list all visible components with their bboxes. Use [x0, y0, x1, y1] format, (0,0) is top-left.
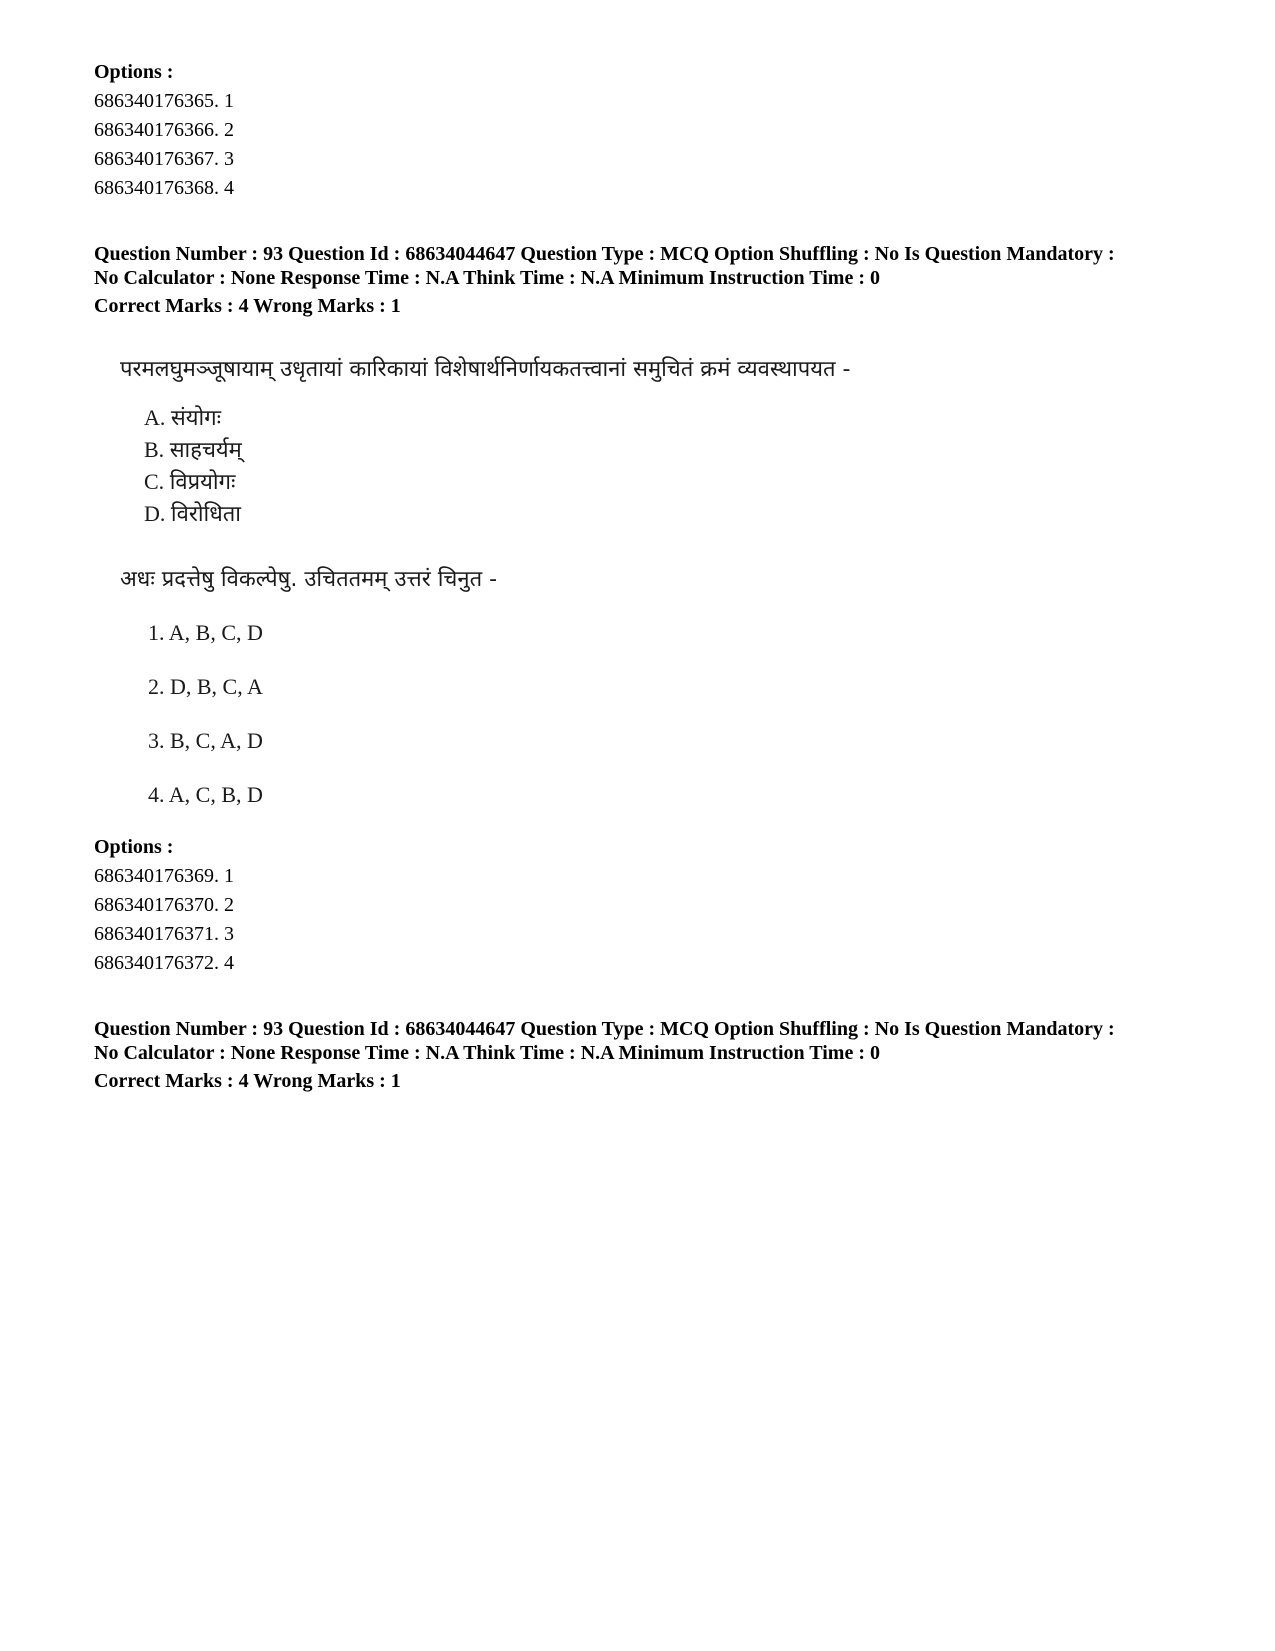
- item-letter: A.: [144, 405, 166, 430]
- question-meta-line: No Calculator : None Response Time : N.A Think Time : N.A Minimum Instruction Time : 0: [94, 267, 880, 289]
- option-item: 686340176369. 1: [94, 865, 234, 887]
- options-header: Options :: [94, 836, 174, 858]
- answer-choice: 1. A, B, C, D: [148, 620, 263, 645]
- option-item: 686340176370. 2: [94, 894, 234, 916]
- question-marks: Correct Marks : 4 Wrong Marks : 1: [94, 1070, 401, 1092]
- answer-choice: 3. B, C, A, D: [148, 728, 263, 753]
- options-block: [94, 833, 234, 978]
- question-stem: परमलघुमञ्जूषायाम् उधृतायां कारिकायां विशेषार्थनिर्णायकतत्त्वानां समुचितं क्रमं व्यवस्थापयत -: [120, 357, 851, 382]
- option-item: 686340176366. 2: [94, 119, 234, 141]
- prev-options-block: [94, 58, 234, 203]
- item-text: साहचर्यम्: [169, 438, 242, 463]
- option-item: 686340176372. 4: [94, 952, 234, 974]
- item-letter: B.: [144, 437, 165, 462]
- question-item: [144, 498, 241, 531]
- option-item: 686340176371. 3: [94, 923, 234, 945]
- question-meta-line: Question Number : 93 Question Id : 68634044647 Question Type : MCQ Option Shuffling : No Is Question Mandatory :: [94, 243, 1115, 265]
- question-body: [94, 352, 994, 822]
- option-item: 686340176367. 3: [94, 148, 234, 170]
- options-header: Options :: [94, 61, 174, 83]
- question-item: [144, 466, 235, 499]
- item-text: विप्रयोगः: [169, 470, 236, 495]
- item-letter: C.: [144, 469, 165, 494]
- answer-choice: 4. A, C, B, D: [148, 782, 263, 807]
- option-item: 686340176365. 1: [94, 90, 234, 112]
- question-meta-line: Question Number : 93 Question Id : 68634044647 Question Type : MCQ Option Shuffling : No Is Question Mandatory :: [94, 1018, 1115, 1040]
- question-instruction: अधः प्रदत्तेषु विकल्पेषु. उचिततमम् उत्तरं चिनुत -: [120, 567, 498, 592]
- question-item: [144, 402, 221, 435]
- item-text: संयोगः: [170, 406, 222, 431]
- question-meta: [94, 242, 1214, 321]
- item-text: विरोधिता: [170, 502, 241, 527]
- answer-choice: 2. D, B, C, A: [148, 674, 263, 699]
- next-question-meta: [94, 1017, 1214, 1096]
- item-letter: D.: [144, 501, 166, 526]
- question-item: [144, 434, 242, 467]
- option-item: 686340176368. 4: [94, 177, 234, 199]
- question-marks: Correct Marks : 4 Wrong Marks : 1: [94, 295, 401, 317]
- question-meta-line: No Calculator : None Response Time : N.A Think Time : N.A Minimum Instruction Time : 0: [94, 1042, 880, 1064]
